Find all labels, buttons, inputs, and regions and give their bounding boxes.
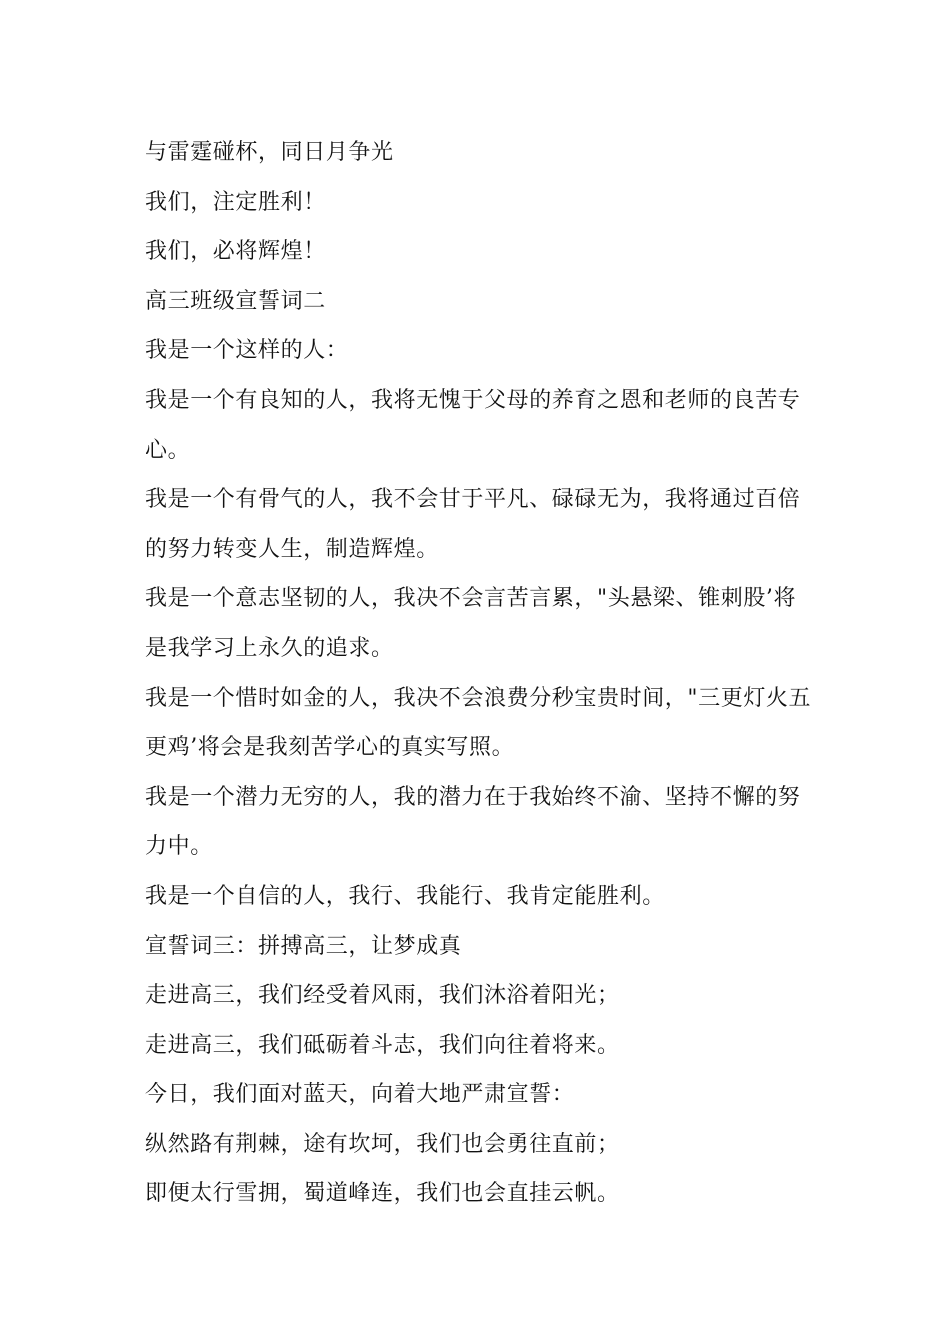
paragraph-oath-today: 今日，我们面对蓝天，向着大地严肃宣誓：: [145, 1082, 575, 1108]
paragraph-toast-line: 与雷霆碰杯，同日月争光: [145, 140, 394, 165]
paragraph-victory-line: 我们，注定胜利！: [145, 189, 326, 215]
section-heading-oath-three: 宣誓词三：拼搏高三，让梦成真: [145, 933, 462, 959]
paragraph-thorns: 纵然路有荆棘，途有坎坷，我们也会勇往直前；: [145, 1131, 620, 1157]
paragraph-backbone: 我是一个有骨气的人，我不会甘于平凡、碌碌无为，我将通过百倍的努力转变人生，制造辉煌。: [145, 487, 801, 562]
paragraph-glory-line: 我们，必将辉煌！: [145, 239, 326, 265]
paragraph-will: 走进高三，我们砥砺着斗志，我们向往着将来。: [145, 1032, 620, 1058]
paragraph-time: 我是一个惜时如金的人，我决不会浪费分秒宝贵时间，"三更灯火五更鸡’将会是我刻苦学心的真实写照。: [145, 685, 812, 761]
paragraph-willpower: 我是一个意志坚韧的人，我决不会言苦言累，"头悬梁、锥刺股’将是我学习上永久的追求。: [145, 586, 797, 661]
paragraph-intro: 我是一个这样的人：: [145, 338, 349, 364]
paragraph-conscience: 我是一个有良知的人，我将无愧于父母的养育之恩和老师的良苦专心。: [145, 387, 801, 463]
document-body: [145, 128, 815, 1219]
paragraph-potential: 我是一个潜力无穷的人，我的潜力在于我始终不渝、坚持不懈的努力中。: [145, 784, 801, 860]
paragraph-confidence: 我是一个自信的人，我行、我能行、我肯定能胜利。: [145, 883, 665, 909]
section-heading-oath-two: 高三班级宣誓词二: [145, 288, 326, 314]
paragraph-sails: 即便太行雪拥，蜀道峰连，我们也会直挂云帆。: [145, 1181, 620, 1207]
paragraph-wind-rain: 走进高三，我们经受着风雨，我们沐浴着阳光；: [145, 983, 620, 1009]
